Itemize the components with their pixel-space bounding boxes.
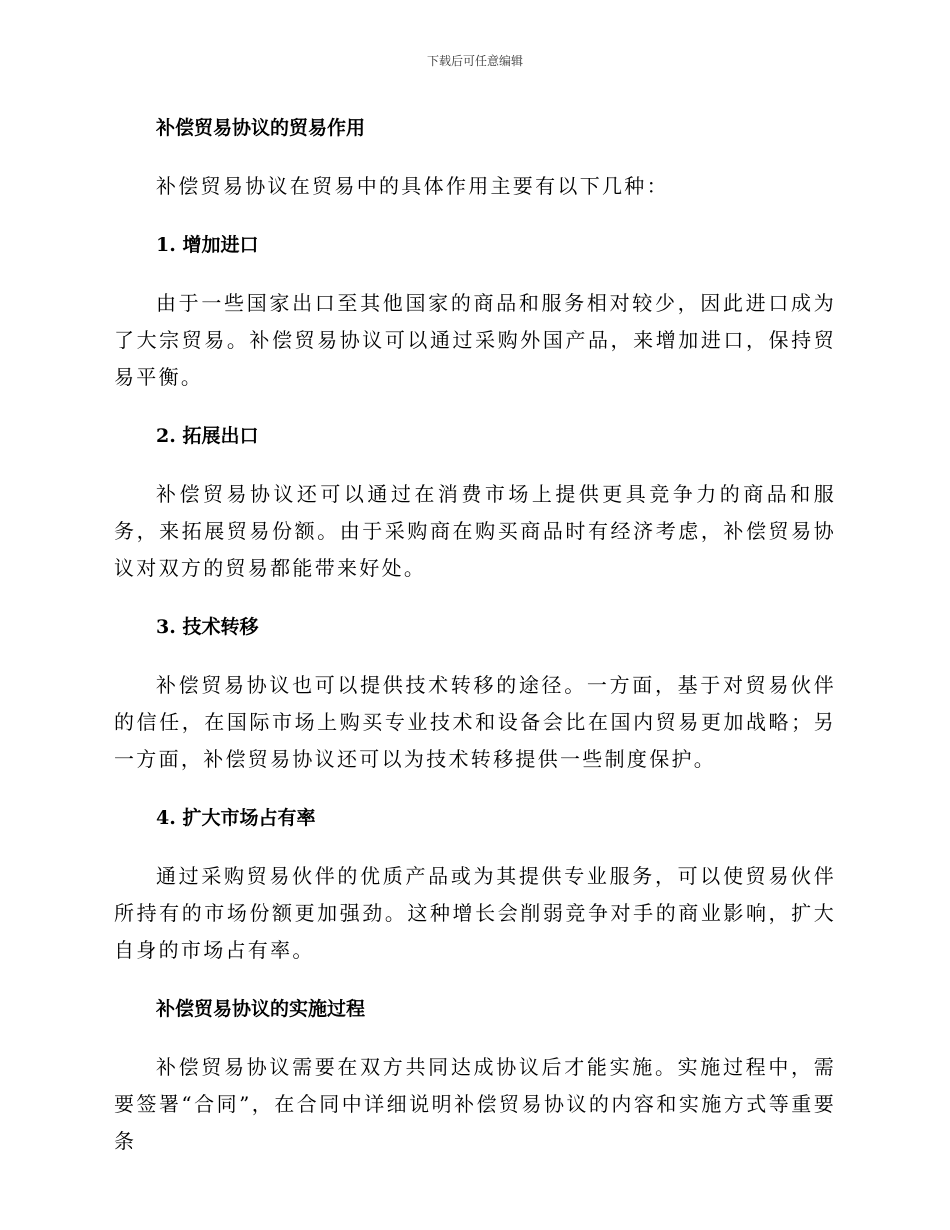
document-body [114,112,836,1160]
subheading-increase-imports: 1. 增加进口 [156,234,259,256]
subheading-technology-transfer: 3. 技术转移 [156,616,259,638]
section-heading-trade-role: 补偿贸易协议的贸易作用 [156,117,366,139]
page-header: 下载后可任意编辑 [426,54,523,68]
subheading-expand-exports: 2. 拓展出口 [156,425,259,447]
section-heading-implementation: 补偿贸易协议的实施过程 [156,998,366,1020]
paragraph-implementation: 补偿贸易协议需要在双方共同达成协议后才能实施。实施过程中，需要签署“合同”，在合同中详细说明补偿贸易协议的内容和实施方式等重要条 [114,1055,836,1153]
intro-paragraph: 补偿贸易协议在贸易中的具体作用主要有以下几种： [156,174,669,198]
paragraph-increase-imports: 由于一些国家出口至其他国家的商品和服务相对较少，因此进口成为了大宗贸易。补偿贸易协议可以通过采购外国产品，来增加进口，保持贸易平衡。 [114,291,836,389]
paragraph-expand-exports: 补偿贸易协议还可以通过在消费市场上提供更具竞争力的商品和服务，来拓展贸易份额。由于采购商在购买商品时有经济考虑，补偿贸易协议对双方的贸易都能带来好处。 [114,482,836,580]
paragraph-technology-transfer: 补偿贸易协议也可以提供技术转移的途径。一方面，基于对贸易伙伴的信任，在国际市场上购买专业技术和设备会比在国内贸易更加战略；另一方面，补偿贸易协议还可以为技术转移提供一些制度保护。 [114,673,836,771]
paragraph-market-share: 通过采购贸易伙伴的优质产品或为其提供专业服务，可以使贸易伙伴所持有的市场份额更加强劲。这种增长会削弱竞争对手的商业影响，扩大自身的市场占有率。 [114,864,836,962]
subheading-market-share: 4. 扩大市场占有率 [156,807,316,829]
